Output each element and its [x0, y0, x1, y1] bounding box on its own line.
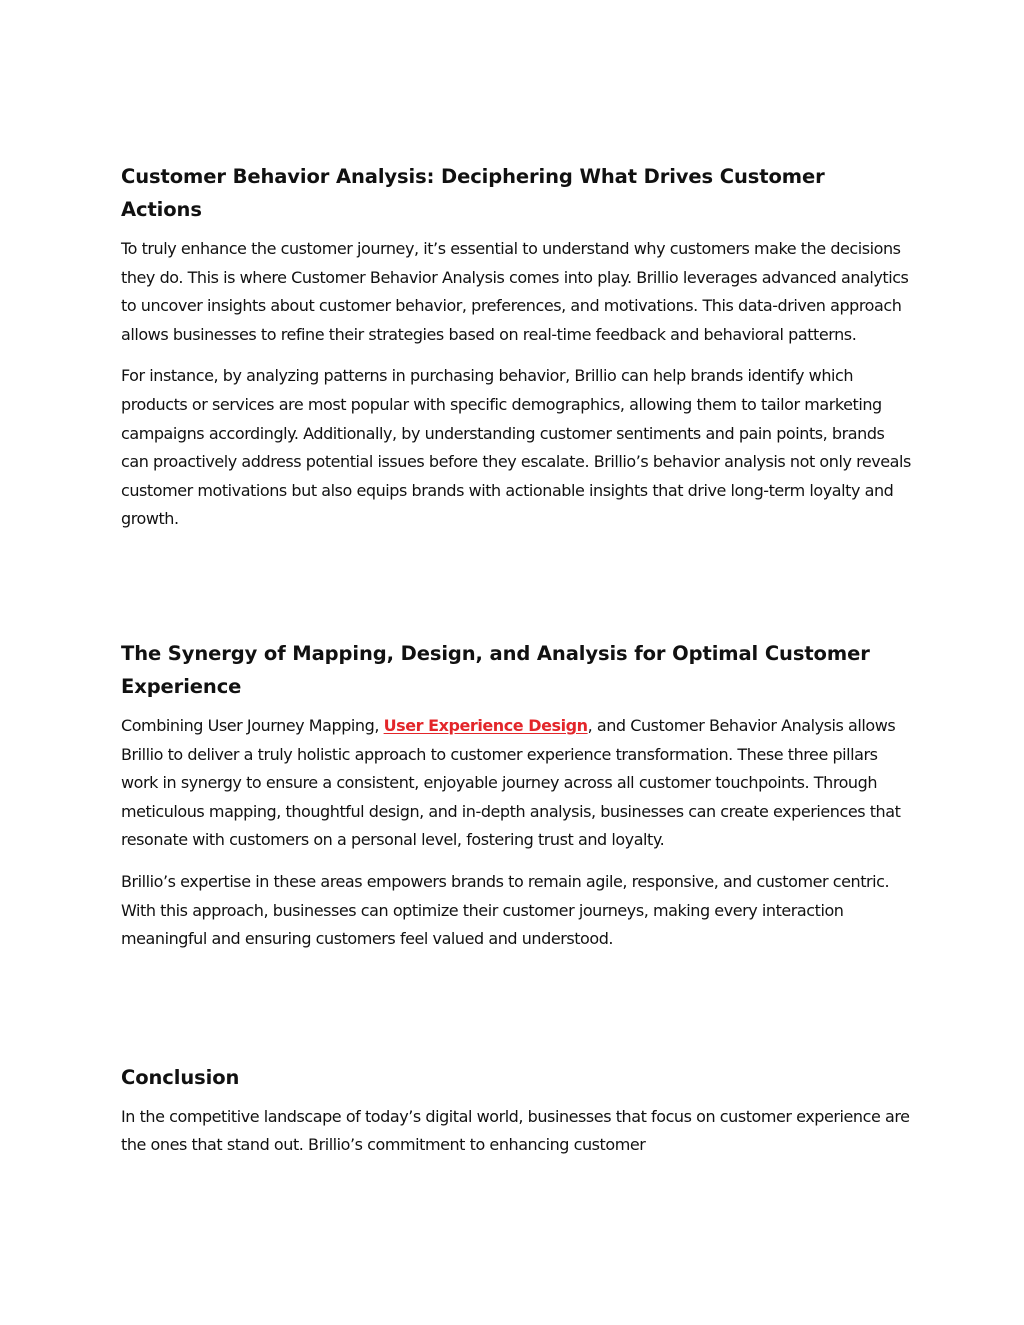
paragraph: For instance, by analyzing patterns in purchasing behavior, Brillio can help brands identify which products or services are most popular with specific demographics, allowing them to tailor marketing campaigns accordingly. Additionally, by understanding customer sentiments and pain points, brands can proactively address potential issues before they escalate. Brillio’s behavior analysis not only reveals customer motivations but also equips brands with actionable insights that drive long-term loyalty and growth.: [121, 366, 911, 529]
paragraph: Brillio’s expertise in these areas empowers brands to remain agile, responsive, and customer centric. With this approach, businesses can optimize their customer journeys, making every interaction meaningful and ensuring customers feel valued and understood.: [121, 871, 890, 949]
section-spacer: [121, 967, 911, 1061]
section-synergy: [121, 637, 911, 954]
paragraph-text: Combining User Journey Mapping,: [121, 715, 384, 735]
document-content: [121, 160, 911, 1173]
user-experience-design-link[interactable]: User Experience Design: [383, 715, 588, 735]
paragraph-with-link: [121, 712, 911, 855]
section-heading: The Synergy of Mapping, Design, and Analysis for Optimal Customer Experience: [121, 641, 870, 698]
section-customer-behavior-analysis: [121, 160, 911, 534]
section-heading: Conclusion: [121, 1065, 240, 1089]
section-heading: Customer Behavior Analysis: Deciphering What Drives Customer Actions: [121, 165, 825, 221]
paragraph: To truly enhance the customer journey, it’s essential to understand why customers make the decisions they do. This is where Customer Behavior Analysis comes into play. Brillio leverages advanced analytics to uncover insights about customer behavior, preferences, and motivations. This data-driven approach allows businesses to refine their strategies based on real-time feedback and behavioral patterns.: [121, 239, 909, 344]
section-spacer: [121, 547, 911, 637]
section-conclusion: [121, 1061, 911, 1160]
paragraph: In the competitive landscape of today’s digital world, businesses that focus on customer experience are the ones that stand out. Brillio’s commitment to enhancing customer: [121, 1106, 910, 1155]
paragraph-text: , and Customer Behavior Analysis allows Brillio to deliver a truly holistic approach to customer experience transformation. These three pillars work in synergy to ensure a consistent, enjoyable journey across all customer touchpoints. Through meticulous mapping, thoughtful design, and in-depth analysis, businesses can create experiences that resonate with customers on a personal level, fostering trust and loyalty.: [121, 715, 901, 850]
